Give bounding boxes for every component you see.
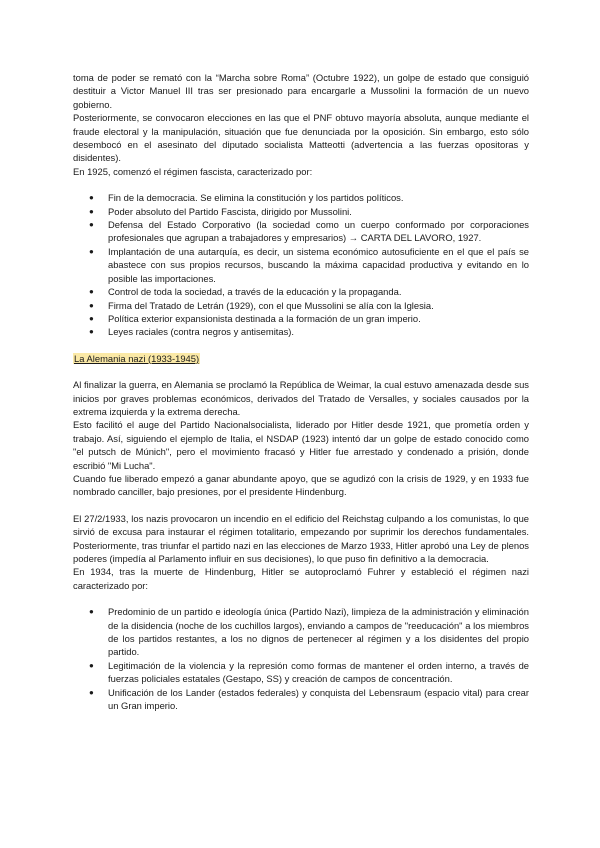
- bullet-icon: ●: [89, 206, 94, 216]
- list-item: ● Control de toda la sociedad, a través de la educación y la propaganda.: [89, 286, 402, 298]
- bullet-icon: ●: [89, 220, 94, 230]
- list-item: ● Poder absoluto del Partido Fascista, dirigido por Mussolini.: [89, 205, 352, 217]
- fascist-regime-list: [73, 191, 529, 338]
- list-item: ● Legitimación de la violencia y la represión como formas de mantener el orden interno, a través de fuerzas policiales estatales (Gestapo, SS) y creación de campos de concentración.: [89, 659, 529, 685]
- paragraph-marcha-sobre-roma: toma de poder se remató con la “Marcha sobre Roma” (Octubre 1922), un golpe de estado que consiguió destituir a Victor Manuel III tras ser presionado para encargarle a Mussolini la formación de un nuevo gobierno.: [73, 72, 529, 110]
- bullet-icon: ●: [89, 660, 94, 670]
- bullet-icon: ●: [89, 313, 94, 323]
- list-item: ● Política exterior expansionista destinada a la formación de un gran imperio.: [89, 312, 421, 324]
- list-item: ● Firma del Tratado de Letrán (1929), con el que Mussolini se alía con la Iglesia.: [89, 299, 434, 311]
- paragraph-partido-nacionalsocialista: Esto facilitó el auge del Partido Nacionalsocialista, liderado por Hitler desde 1921, que prometía orden y trabajo. Así, siguiendo el ejemplo de Italia, el NSDAP (1923) intentó dar un golpe de estado conocido como "el putsch de Múnich", pero el movimiento fracasó y Hitler fue arrestado y condenado a prisión, donde escribió "Mi Lucha".: [73, 419, 529, 471]
- nazi-regime-list: [73, 605, 529, 712]
- bullet-icon: ●: [89, 246, 94, 256]
- section-heading-alemania-nazi: La Alemania nazi (1933-1945): [74, 352, 200, 364]
- list-item: ● Predominio de un partido e ideología única (Partido Nazi), limpieza de la administración y eliminación de la disidencia (noche de los cuchillos largos), enviando a campos de "reeducación" a los miembros de los partidos restantes, a los no dignos de pertenecer al régimen y a los disidentes del propio partido.: [89, 606, 529, 658]
- list-item: ● Leyes raciales (contra negros y antisemitas).: [89, 326, 295, 338]
- section-heading-wrapper: [73, 352, 529, 365]
- document-body: [73, 71, 529, 712]
- list-item: ● Defensa del Estado Corporativo (la sociedad como un cuerpo conformado por corporaciones profesionales que agrupan a trabajadores y empresarios) → CARTA DEL LAVORO, 1927.: [89, 219, 529, 244]
- bullet-icon: ●: [89, 193, 94, 203]
- list-item: ● Unificación de los Lander (estados federales) y conquista del Lebensraum (espacio vital) para crear un Gran imperio.: [89, 686, 529, 712]
- paragraph-regimen-nazi-intro: En 1934, tras la muerte de Hindenburg, Hitler se autoproclamó Fuhrer y estableció el régimen nazi caracterizado por:: [73, 566, 529, 591]
- paragraph-republica-weimar: Al finalizar la guerra, en Alemania se proclamó la República de Weimar, la cual estuvo amenazada desde sus inicios por graves problemas económicos, derivados del Tratado de Versalles, y sociales causados por la extrema izquierda y la extrema derecha.: [73, 379, 529, 417]
- bullet-icon: ●: [89, 327, 94, 337]
- paragraph-canciller-hindenburg: Cuando fue liberado empezó a ganar abundante apoyo, que se agudizó con la crisis de 1929, y en 1933 fue nombrado canciller, bajo presiones, por el presidente Hindenburg.: [73, 472, 529, 498]
- list-item: ● Implantación de una autarquía, es decir, un sistema económico autosuficiente en el que el país se abastece con sus propios recursos, buscando la máxima capacidad productiva y evitando en lo posible las importaciones.: [89, 245, 529, 284]
- bullet-icon: ●: [89, 287, 94, 297]
- paragraph-elecciones-pnf: Posteriormente, se convocaron elecciones en las que el PNF obtuvo mayoría absoluta, aunque mediante el fraude electoral y la manipulación, situación que fue denunciada por la oposición. Sin embargo, esto sólo desembocó en el asesinato del diputado socialista Matteotti (advertencia a las fuerzas opositoras y disidentes).: [73, 112, 529, 164]
- bullet-icon: ●: [89, 300, 94, 310]
- list-item: ● Fin de la democracia. Se elimina la constitución y los partidos políticos.: [89, 192, 404, 204]
- paragraph-incendio-reichstag: El 27/2/1933, los nazis provocaron un incendio en el edificio del Reichstag culpando a los comunistas, lo que sirvió de excusa para instaurar el régimen totalitario, empezando por suprimir los derechos fundamentales. Posteriormente, tras triunfar el partido nazi en las elecciones de Marzo 1933, Hitler aprobó una Ley de plenos poderes (impedía al Parlamento influir en sus decisiones), lo que puso fin definitivo a la democracia.: [73, 512, 529, 564]
- bullet-icon: ●: [89, 607, 94, 617]
- paragraph-regimen-fascista-intro: En 1925, comenzó el régimen fascista, caracterizado por:: [73, 165, 313, 177]
- bullet-icon: ●: [89, 687, 94, 697]
